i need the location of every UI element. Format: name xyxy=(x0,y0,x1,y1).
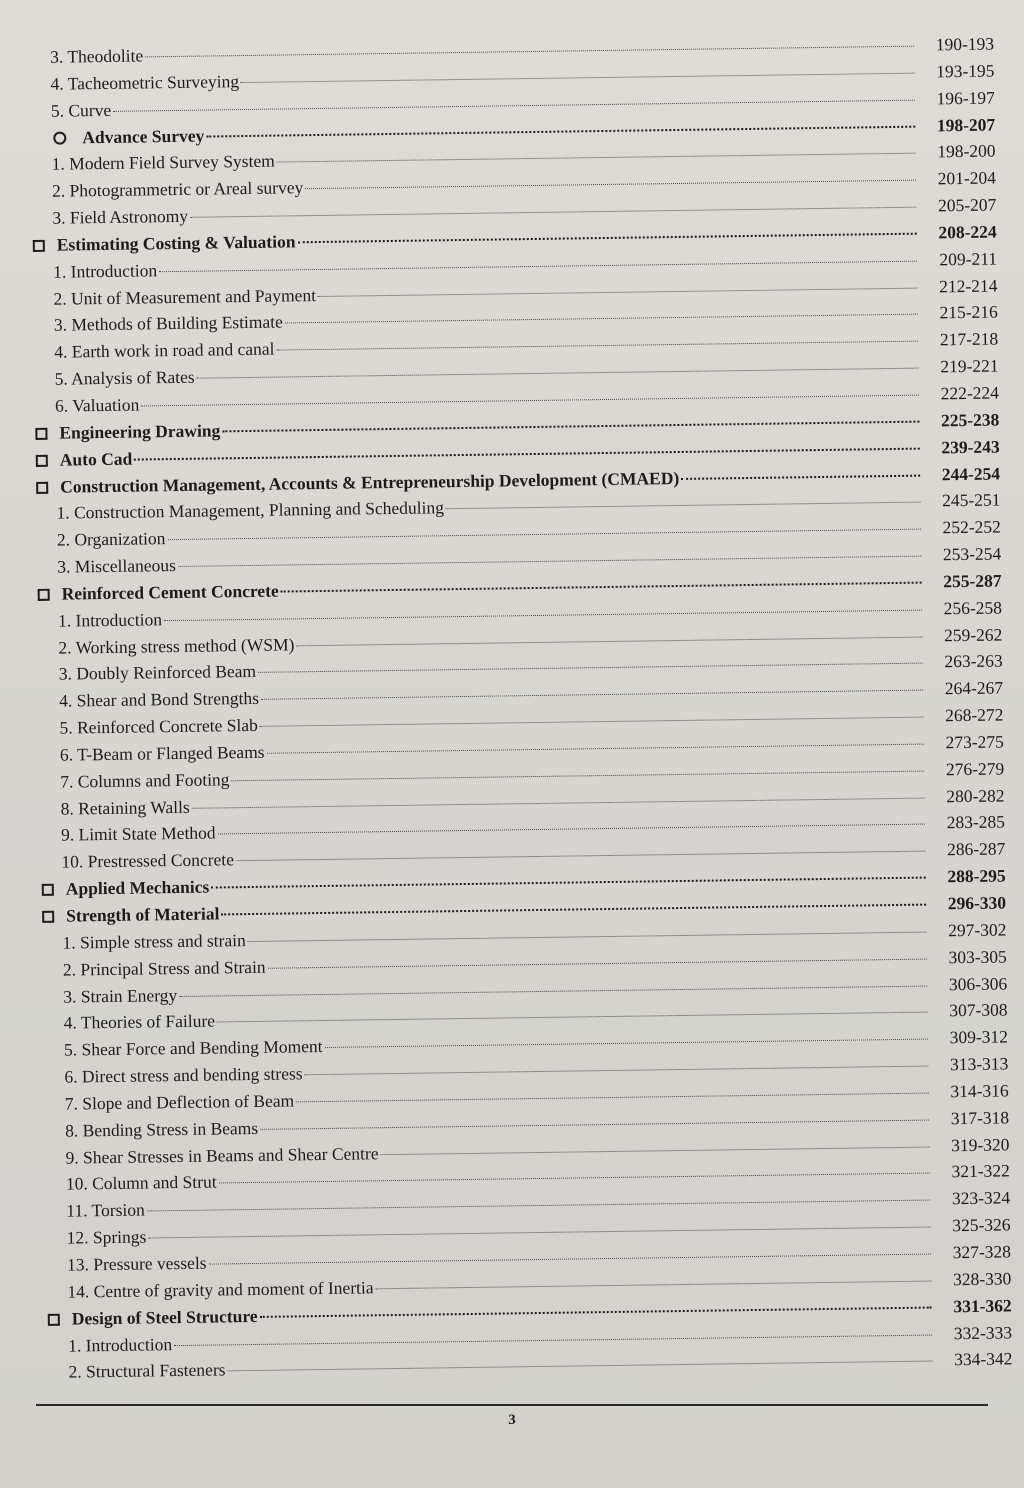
toc-entry-title: 1. Simple stress and strain xyxy=(62,929,246,953)
toc-entry-pages: 276-279 xyxy=(945,758,1005,780)
dot-leader xyxy=(206,125,915,137)
dot-leader xyxy=(285,314,918,324)
dot-leader xyxy=(236,851,925,862)
dot-leader xyxy=(296,636,922,646)
toc-entry-pages: 319-320 xyxy=(950,1134,1010,1155)
toc-entry-pages: 255-287 xyxy=(943,570,1002,592)
toc-entry-pages: 209-211 xyxy=(939,248,998,270)
toc-entry-pages: 190-193 xyxy=(935,33,995,55)
toc-entry-pages: 268-272 xyxy=(944,704,1004,726)
toc-entry-title: 2. Unit of Measurement and Payment xyxy=(53,284,317,309)
square-bullet-icon xyxy=(36,454,48,466)
dot-leader xyxy=(268,958,927,968)
toc-entry-pages: 264-267 xyxy=(944,677,1004,699)
toc-entry-title: 2. Principal Stress and Strain xyxy=(62,956,266,980)
toc-entry-title: Applied Mechanics xyxy=(65,876,210,899)
toc-entry-pages: 297-302 xyxy=(947,919,1007,941)
toc-entry-title: 7. Columns and Footing xyxy=(60,769,230,792)
dot-leader xyxy=(260,1306,932,1317)
toc-entry-title: Strength of Material xyxy=(66,903,220,926)
toc-entry-pages: 245-251 xyxy=(941,489,1001,511)
toc-entry-pages: 288-295 xyxy=(947,865,1006,887)
dot-leader xyxy=(325,1039,928,1048)
toc-entry-pages: 239-243 xyxy=(941,436,1000,457)
toc-entry-title: 2. Structural Fasteners xyxy=(68,1359,226,1382)
toc-entry-title: Estimating Costing & Valuation xyxy=(56,231,296,255)
dot-leader xyxy=(681,474,920,479)
dot-leader xyxy=(218,824,925,835)
toc-entry-pages: 219-221 xyxy=(940,355,999,377)
toc-entry-title: 8. Retaining Walls xyxy=(60,796,190,819)
dot-leader xyxy=(260,717,924,727)
toc-entry-title: 3. Miscellaneous xyxy=(57,555,177,577)
toc-entry-title: 5. Curve xyxy=(50,99,112,121)
toc-entry-pages: 253-254 xyxy=(942,543,1002,565)
toc-entry-title: 10. Prestressed Concrete xyxy=(61,849,235,872)
dot-leader xyxy=(167,529,920,541)
toc-entry-title: Construction Management, Accounts & Entrepreneurship Development (CMAED) xyxy=(60,467,680,497)
toc-entry-title: 1. Modern Field Survey System xyxy=(51,150,275,175)
toc-entry-pages: 215-216 xyxy=(939,301,998,323)
dot-leader xyxy=(217,1012,928,1023)
toc-entry-pages: 205-207 xyxy=(937,194,997,216)
toc-entry-pages: 280-282 xyxy=(946,785,1005,806)
square-bullet-icon xyxy=(36,481,48,493)
toc-entry-pages: 327-328 xyxy=(952,1241,1012,1263)
dot-leader xyxy=(381,1146,930,1155)
toc-entry-title: 1. Introduction xyxy=(53,259,158,282)
square-bullet-icon xyxy=(42,884,54,896)
toc-entry-title: 5. Shear Force and Bending Moment xyxy=(63,1036,323,1060)
dot-leader xyxy=(228,1361,933,1372)
toc-entry-title: 14. Centre of gravity and moment of Inertia xyxy=(67,1277,374,1302)
dot-leader xyxy=(178,556,921,567)
table-of-contents xyxy=(30,31,1013,1387)
dot-leader xyxy=(277,153,916,163)
toc-entry-pages: 307-308 xyxy=(949,999,1008,1021)
toc-entry-title: 5. Analysis of Rates xyxy=(54,366,195,389)
dot-leader xyxy=(209,1254,931,1265)
dot-leader xyxy=(179,985,927,996)
dot-leader xyxy=(261,690,923,700)
toc-entry-pages: 283-285 xyxy=(946,811,1006,833)
dot-leader xyxy=(258,663,923,673)
toc-entry-pages: 314-316 xyxy=(950,1080,1009,1102)
dot-leader xyxy=(221,904,926,916)
dot-leader xyxy=(298,233,917,244)
dot-leader xyxy=(141,395,919,407)
toc-entry-title: 3. Methods of Building Estimate xyxy=(53,311,283,336)
toc-entry-title: 3. Doubly Reinforced Beam xyxy=(58,661,257,685)
toc-entry-pages: 225-238 xyxy=(940,409,1000,431)
dot-leader xyxy=(164,609,922,621)
toc-entry-title: 5. Reinforced Concrete Slab xyxy=(59,714,258,738)
toc-entry-pages: 325-326 xyxy=(952,1214,1011,1236)
toc-entry-title: 6. Valuation xyxy=(54,394,140,416)
toc-entry-title: 6. Direct stress and bending stress xyxy=(64,1063,303,1087)
toc-entry-pages: 252-252 xyxy=(942,516,1001,538)
square-bullet-icon xyxy=(35,428,47,440)
toc-entry-title: 10. Column and Strut xyxy=(65,1171,217,1195)
toc-entry-pages: 309-312 xyxy=(949,1026,1009,1048)
toc-entry-pages: 332-333 xyxy=(953,1321,1013,1343)
dot-leader xyxy=(190,207,916,218)
circle-bullet-icon xyxy=(53,131,66,144)
square-bullet-icon xyxy=(33,240,45,252)
toc-entry-pages: 321-322 xyxy=(951,1160,1010,1182)
toc-entry-title: 12. Springs xyxy=(66,1226,147,1248)
dot-leader xyxy=(134,447,919,460)
toc-entry-title: Auto Cad xyxy=(59,448,133,470)
dot-leader xyxy=(113,99,915,111)
toc-entry-title: 1. Introduction xyxy=(57,608,163,631)
toc-entry-title: 3. Strain Energy xyxy=(63,984,178,1007)
toc-entry-pages: 296-330 xyxy=(947,892,1007,914)
dot-leader xyxy=(376,1280,932,1289)
toc-entry-pages: 323-324 xyxy=(951,1187,1011,1209)
toc-entry-title: Advance Survey xyxy=(82,125,205,147)
toc-entry-title: 2. Working stress method (WSM) xyxy=(58,633,295,658)
dot-leader xyxy=(159,260,917,272)
toc-entry-title: 4. Shear and Bond Strengths xyxy=(59,688,260,711)
toc-entry-pages: 306-306 xyxy=(948,972,1008,994)
toc-entry-pages: 208-224 xyxy=(938,221,997,243)
dot-leader xyxy=(231,770,924,781)
dot-leader xyxy=(148,1227,930,1239)
footer-rule xyxy=(36,1404,988,1406)
dot-leader xyxy=(211,877,926,889)
toc-entry-title: 2. Organization xyxy=(56,528,166,550)
dot-leader xyxy=(260,1119,929,1129)
toc-entry-pages: 328-330 xyxy=(952,1268,1012,1290)
toc-entry-pages: 244-254 xyxy=(941,462,1001,484)
toc-entry-title: 1. Introduction xyxy=(68,1333,173,1356)
square-bullet-icon xyxy=(42,911,54,923)
dot-leader xyxy=(296,1092,929,1102)
dot-leader xyxy=(222,420,919,432)
toc-entry-title: 4. Tacheometric Surveying xyxy=(50,70,240,94)
dot-leader xyxy=(281,581,922,592)
dot-leader xyxy=(147,1200,930,1212)
toc-entry-title: 11. Torsion xyxy=(66,1199,145,1221)
toc-entry-pages: 334-342 xyxy=(953,1348,1013,1370)
toc-entry-pages: 222-224 xyxy=(940,382,1000,404)
toc-entry-pages: 303-305 xyxy=(948,946,1007,967)
dot-leader xyxy=(305,1066,929,1076)
toc-entry-pages: 201-204 xyxy=(937,167,997,189)
dot-leader xyxy=(305,180,916,190)
dot-leader xyxy=(145,46,914,58)
toc-entry-title: Reinforced Cement Concrete xyxy=(61,580,279,604)
dot-leader xyxy=(267,744,924,754)
toc-entry-pages: 256-258 xyxy=(943,597,1003,619)
toc-entry-title: 9. Limit State Method xyxy=(60,822,216,846)
square-bullet-icon xyxy=(38,589,50,601)
toc-entry-pages: 313-313 xyxy=(949,1053,1009,1075)
toc-entry-title: 9. Shear Stresses in Beams and Shear Centre xyxy=(65,1142,379,1168)
toc-entry-title: Design of Steel Structure xyxy=(71,1305,258,1329)
dot-leader xyxy=(318,287,918,296)
toc-entry-pages: 198-207 xyxy=(936,114,996,135)
toc-entry-pages: 212-214 xyxy=(938,275,998,296)
dot-leader xyxy=(248,931,927,941)
dot-leader xyxy=(446,502,921,510)
toc-entry-title: 3. Theodolite xyxy=(50,45,144,67)
toc-entry-title: 4. Theories of Failure xyxy=(63,1010,216,1033)
toc-entry-pages: 331-362 xyxy=(953,1295,1012,1316)
toc-entry-pages: 217-218 xyxy=(939,328,999,350)
square-bullet-icon xyxy=(48,1313,60,1325)
toc-entry-title: 6. T-Beam or Flanged Beams xyxy=(59,741,265,765)
dot-leader xyxy=(219,1173,930,1184)
toc-entry-pages: 273-275 xyxy=(945,731,1004,753)
dot-leader xyxy=(192,797,925,808)
toc-entry-title: 8. Bending Stress in Beams xyxy=(65,1117,259,1141)
toc-entry-title: 7. Slope and Deflection of Beam xyxy=(64,1090,295,1114)
dot-leader xyxy=(276,341,918,351)
toc-entry-title: 13. Pressure vessels xyxy=(66,1252,207,1275)
dot-leader xyxy=(197,368,919,379)
toc-entry-title: 3. Field Astronomy xyxy=(52,205,189,228)
dot-leader xyxy=(174,1334,932,1346)
toc-entry-pages: 263-263 xyxy=(944,650,1003,672)
toc-entry-pages: 259-262 xyxy=(943,624,1003,645)
toc-entry-pages: 196-197 xyxy=(936,87,995,109)
page-number: 3 xyxy=(508,1412,516,1428)
toc-entry-title: Engineering Drawing xyxy=(59,420,221,443)
toc-entry-pages: 286-287 xyxy=(946,838,1006,860)
dot-leader xyxy=(241,72,914,82)
toc-entry-title: 4. Earth work in road and canal xyxy=(54,338,275,362)
toc-entry-pages: 317-318 xyxy=(950,1107,1010,1128)
toc-entry-pages: 193-195 xyxy=(936,60,995,82)
toc-entry-pages: 198-200 xyxy=(937,140,996,162)
toc-entry-title: 2. Photogrammetric or Areal survey xyxy=(51,177,304,201)
toc-entry-title: 1. Construction Management, Planning and Scheduling xyxy=(56,497,445,524)
